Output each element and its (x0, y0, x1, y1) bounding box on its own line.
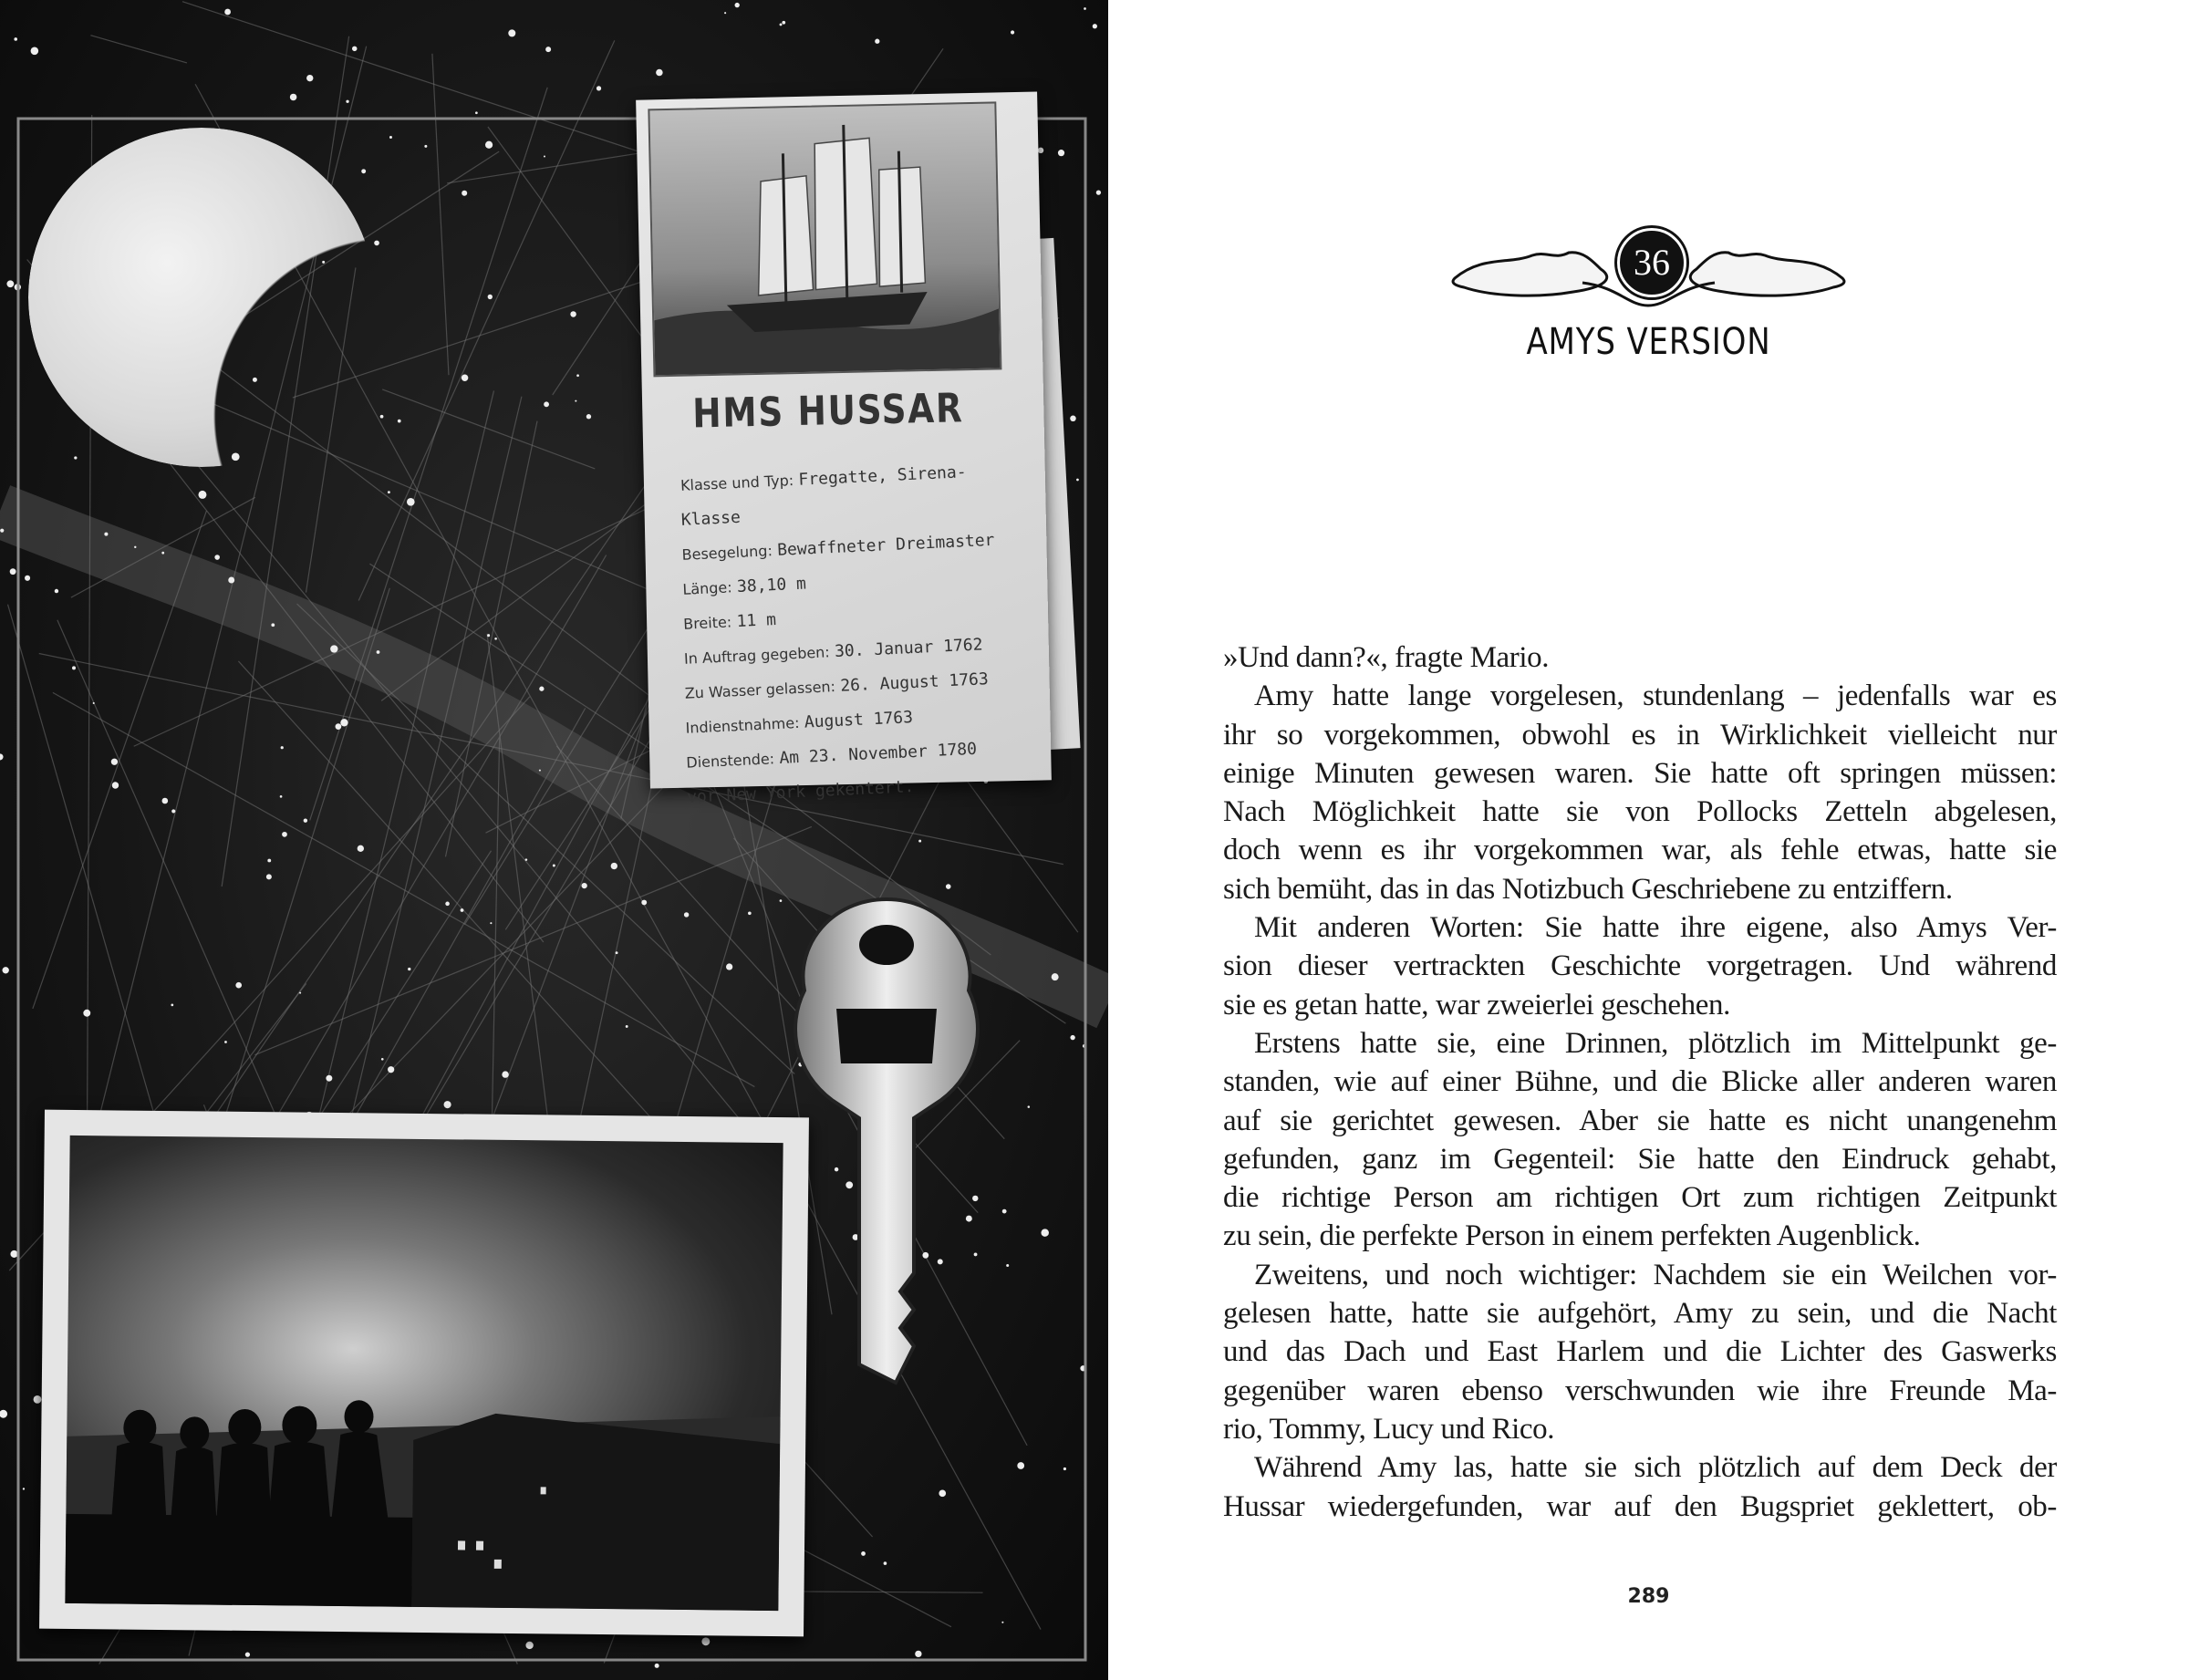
chapter-number-badge: 36 (1617, 228, 1686, 297)
card-title: HMS HUSSAR (691, 385, 964, 438)
star (502, 1071, 508, 1077)
star (918, 840, 921, 843)
text-page (1108, 0, 2189, 1680)
star (0, 529, 4, 533)
star (235, 982, 242, 989)
star (875, 39, 879, 44)
star (389, 136, 392, 139)
star (214, 555, 220, 560)
text-line: Während Amy las, hatte sie sich plötzlich auf dem Deck der (1254, 1451, 2057, 1485)
star (861, 1551, 866, 1556)
star (267, 859, 271, 863)
star (656, 69, 663, 77)
star (1011, 30, 1014, 34)
constellation-line (254, 826, 812, 1054)
star (525, 1642, 533, 1649)
star (946, 884, 951, 889)
star (475, 111, 478, 114)
star (575, 400, 576, 402)
text-line: auf sie gerichtet gewesen. Aber sie hatte es nicht unangenehm (1223, 1104, 2057, 1137)
card-detail-value: Bewaffneter Dreimaster (776, 530, 995, 560)
star (388, 491, 390, 493)
star (1041, 1229, 1049, 1237)
star (306, 75, 313, 81)
star (228, 577, 234, 584)
card-detail-label: Besegelung: (681, 542, 773, 564)
star (361, 169, 366, 173)
constellation-line (358, 40, 615, 600)
star (358, 845, 364, 852)
star (6, 280, 14, 287)
star (485, 141, 493, 149)
star (544, 401, 549, 407)
star (271, 623, 275, 627)
star (576, 374, 579, 377)
star (1076, 479, 1079, 482)
star (330, 645, 337, 652)
card-detail-value: August 1763 (804, 708, 914, 732)
star (0, 1410, 7, 1418)
star (884, 1561, 887, 1565)
star (586, 414, 591, 419)
constellation-line (128, 410, 544, 942)
constellation-line (432, 54, 449, 375)
star (0, 753, 4, 760)
star (407, 498, 415, 506)
text-line: sie es getan hatte, war zweierlei geschehen. (1223, 988, 1730, 1021)
constellation-line (90, 36, 187, 63)
text-line: zu sein, die perfekte Person in einem perfekten Augenblick. (1223, 1219, 1921, 1253)
star (545, 47, 551, 52)
star (380, 415, 384, 419)
star (726, 963, 732, 970)
star (735, 3, 740, 7)
star (340, 719, 348, 726)
star (198, 491, 206, 499)
star (134, 546, 136, 548)
city-night-scene (65, 1136, 783, 1611)
rooftop-photo (39, 1110, 809, 1637)
card-detail-label: Länge: (681, 578, 733, 598)
star (326, 1075, 332, 1082)
ship-icon (649, 103, 1000, 375)
star (381, 1058, 384, 1061)
star (1063, 1467, 1066, 1470)
star (748, 911, 752, 915)
text-line: die richtige Person am richtigen Ort zum richtigen Zeitpunkt (1223, 1181, 2057, 1215)
star (23, 1488, 25, 1489)
star (34, 1395, 42, 1404)
text-line: sion dieser vertrackten Geschichte vorgetragen. Und während (1223, 949, 2057, 983)
star (104, 533, 108, 536)
star (161, 552, 164, 555)
text-line: Nach Möglichkeit hatte sie von Pollocks Zetteln abgelesen, (1223, 795, 2057, 829)
star (388, 1066, 394, 1073)
star (171, 809, 175, 813)
star (1070, 1035, 1074, 1040)
star (444, 1101, 451, 1108)
star (724, 12, 726, 14)
star (282, 832, 287, 837)
star (1038, 148, 1043, 153)
text-line: ihr so vorgekommen, obwohl es in Wirklichkeit vielleicht nur (1223, 718, 2057, 752)
star (1058, 150, 1064, 156)
star (224, 9, 231, 16)
star (299, 992, 301, 994)
card-detail-value: 26. August 1763 (839, 669, 990, 696)
star (408, 968, 410, 970)
moon-cookie-image (28, 128, 375, 467)
card-detail-label: Dienstende: (685, 750, 775, 772)
text-line: einige Minuten gewesen waren. Sie hatte oft springen müssen: (1223, 756, 2057, 790)
star (570, 311, 576, 317)
star (10, 568, 16, 575)
text-line: gegenüber waren ebenso verschwunden wie ihre Freunde Ma- (1223, 1374, 2057, 1407)
star (31, 47, 39, 56)
text-line: gefunden, ganz im Gegenteil: Sie hatte den Eindruck gehabt, (1223, 1142, 2057, 1176)
star (1093, 24, 1097, 28)
star (544, 155, 545, 157)
card-detail-label: Klasse und Typ: (680, 472, 794, 494)
text-line: sich bemüht, das in das Notizbuch Geschriebene zu entziffern. (1223, 872, 1953, 906)
text-line: doch wenn es ihr vorgekommen war, als fehle etwas, hatte sie (1223, 834, 2057, 867)
star (508, 29, 515, 36)
star (641, 900, 647, 906)
star (377, 650, 380, 654)
body-text (1223, 638, 2057, 1526)
star (14, 37, 17, 41)
constellation-line (445, 421, 537, 857)
card-detail-value: 11 m (736, 610, 777, 632)
ship-info-card (636, 91, 1052, 807)
star (224, 1041, 227, 1043)
star (701, 1637, 710, 1645)
star (290, 94, 297, 101)
star (582, 883, 587, 888)
star (539, 687, 544, 691)
text-line: standen, wie auf einer Bühne, und die Blicke aller anderen waren (1223, 1065, 2057, 1099)
star (1028, 1105, 1031, 1108)
chapter-title: AMYS VERSION (1526, 321, 1771, 363)
star (487, 634, 490, 637)
text-line: Erstens hatte sie, eine Drinnen, plötzlich im Mittelpunkt ge- (1254, 1026, 2057, 1060)
star (611, 863, 617, 869)
star (445, 902, 450, 907)
star (684, 912, 689, 917)
star (398, 420, 401, 423)
star (494, 638, 497, 640)
star (1006, 1264, 1009, 1267)
star (488, 295, 493, 299)
star (1084, 7, 1086, 10)
star (616, 951, 618, 954)
star (655, 1664, 659, 1668)
text-line: »Und dann?«, fragte Mario. (1223, 641, 1550, 674)
text-line: rio, Tommy, Lucy und Rico. (1223, 1412, 1555, 1446)
card-detail-value: 38,10 m (736, 574, 807, 597)
antique-key-image (777, 890, 996, 1387)
star (111, 759, 118, 765)
star (162, 798, 169, 804)
card-detail-label: In Auftrag gegeben: (683, 643, 831, 668)
star (374, 241, 379, 246)
constellation-line (382, 389, 595, 469)
star (915, 1651, 921, 1657)
star (304, 819, 307, 823)
text-line: Zweitens, und noch wichtiger: Nachdem sie ein Weilchen vor- (1254, 1258, 2057, 1291)
ship-picture (648, 101, 1001, 377)
star (462, 374, 468, 380)
star (525, 858, 528, 861)
card-detail-label: Zu Wasser gelassen: (684, 678, 836, 702)
text-line: und das Dach und East Harlem und die Lichter des Gaswerks (1223, 1335, 2057, 1369)
text-line: Amy hatte lange vorgelesen, stundenlang – jedenfalls war es (1254, 679, 2057, 713)
star (171, 1004, 173, 1007)
star (424, 145, 427, 148)
star (626, 1025, 628, 1028)
star (539, 770, 541, 772)
star (553, 865, 555, 867)
star (1096, 191, 1101, 195)
star (10, 1250, 17, 1258)
star (74, 456, 77, 459)
star (72, 666, 76, 669)
star (1017, 1462, 1024, 1469)
star (782, 21, 785, 25)
star (462, 191, 467, 196)
star (55, 589, 58, 593)
star (597, 86, 601, 90)
card-detail-value: Fregatte, Sirena- (797, 462, 968, 490)
star (346, 100, 348, 103)
star (336, 723, 342, 730)
text-line: gelesen hatte, hatte sie aufgehört, Amy zu sein, und die Nacht (1223, 1297, 2057, 1331)
star (939, 1490, 946, 1498)
text-line: Hussar wiedergefunden, war auf den Bugspriet geklettert, ob- (1223, 1489, 2057, 1523)
star (1070, 415, 1076, 421)
star (25, 576, 30, 581)
card-detail-value: Am 23. November 1780 (778, 739, 978, 768)
star (1052, 973, 1059, 980)
page-number: 289 (1627, 1585, 1670, 1608)
star (461, 908, 464, 912)
star (281, 746, 284, 749)
star (2, 967, 8, 973)
card-details (680, 457, 1043, 811)
star (83, 1010, 90, 1017)
card-detail-label: Breite: (682, 613, 732, 633)
card-detail-label: Indienstnahme: (685, 713, 800, 737)
star (1001, 1622, 1003, 1623)
star (280, 795, 283, 798)
star (112, 782, 119, 788)
card-detail-value: Klasse (680, 507, 742, 530)
card-detail-value: vor New York gekentert. (686, 777, 915, 807)
text-line: Mit anderen Worten: Sie hatte ihre eigene, also Amys Ver- (1254, 911, 2057, 945)
star (490, 922, 492, 924)
star (266, 874, 272, 879)
star (245, 1652, 250, 1656)
star (93, 702, 95, 704)
star (352, 47, 357, 51)
star (780, 23, 783, 26)
card-detail-value: 30. Januar 1762 (834, 635, 983, 662)
star (1002, 1209, 1007, 1214)
